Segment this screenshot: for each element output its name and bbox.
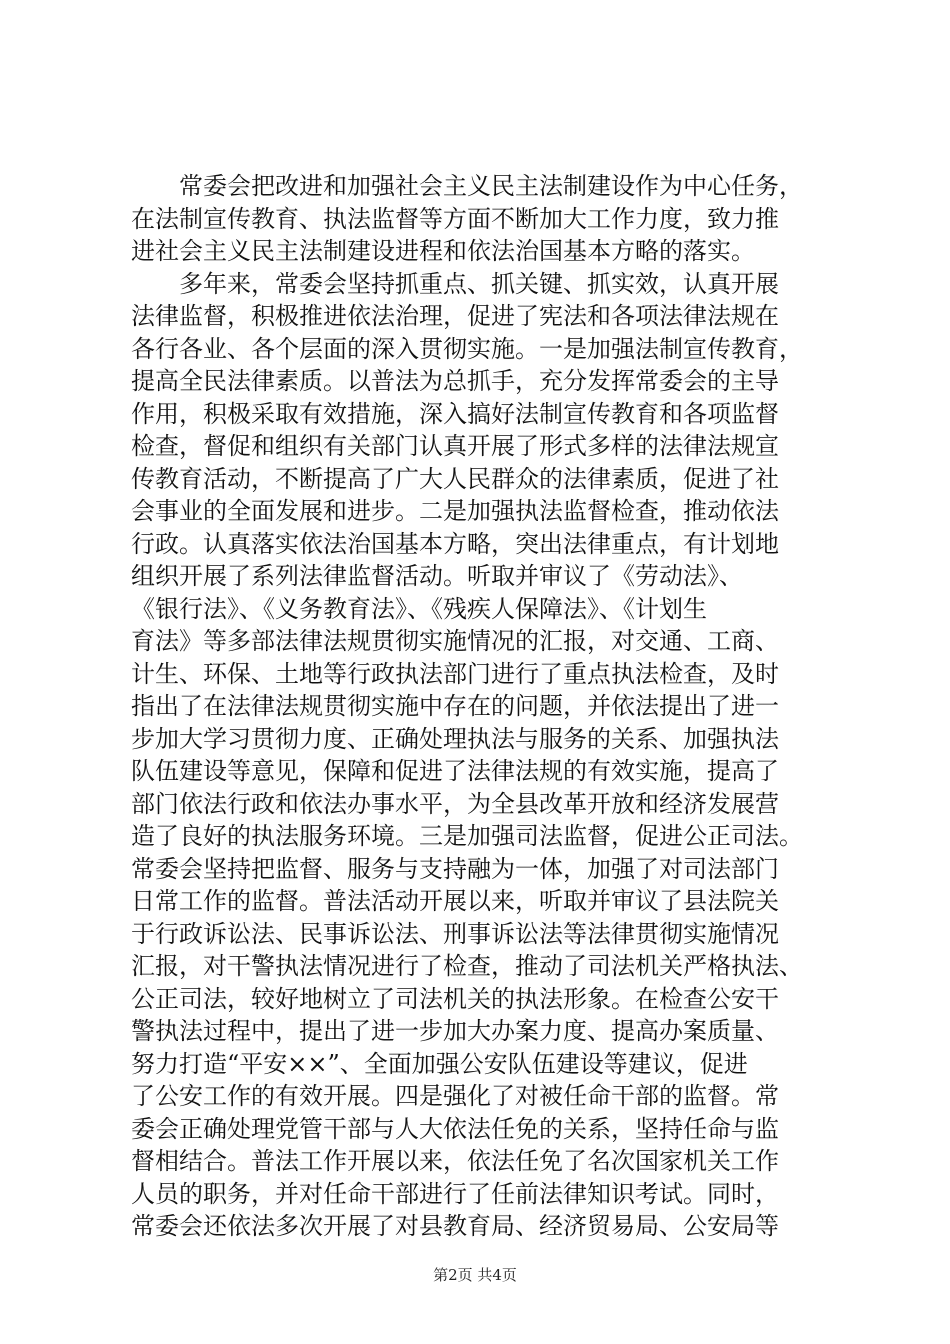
text-line: 育法》等多部法律法规贯彻实施情况的汇报，对交通、工商、 bbox=[131, 627, 779, 655]
body-text bbox=[131, 170, 831, 1243]
text-line: 了公安工作的有效开展。四是强化了对被任命干部的监督。常 bbox=[131, 1082, 779, 1110]
text-line: 指出了在法律法规贯彻实施中存在的问题，并依法提出了进一 bbox=[131, 692, 779, 720]
text-line: 日常工作的监督。普法活动开展以来，听取并审议了县法院关 bbox=[131, 887, 779, 915]
text-line: 队伍建设等意见，保障和促进了法律法规的有效实施，提高了 bbox=[131, 757, 779, 785]
text-line: 传教育活动，不断提高了广大人民群众的法律素质，促进了社 bbox=[131, 464, 779, 493]
text-line: 《银行法》、《义务教育法》、《残疾人保障法》、《计划生 bbox=[131, 594, 707, 623]
text-line: 人员的职务，并对任命干部进行了任前法律知识考试。同时， bbox=[131, 1179, 779, 1208]
text-line: 部门依法行政和依法办事水平，为全县改革开放和经济发展营 bbox=[131, 789, 779, 818]
text-line: 步加大学习贯彻力度、正确处理执法与服务的关系、加强执法 bbox=[131, 724, 779, 753]
text-line: 常委会还依法多次开展了对县教育局、经济贸易局、公安局等 bbox=[131, 1212, 779, 1240]
text-line: 于行政诉讼法、民事诉讼法、刑事诉讼法等法律贯彻实施情况 bbox=[131, 919, 779, 948]
text-line: 会事业的全面发展和进步。二是加强执法监督检查，推动依法 bbox=[131, 497, 779, 525]
text-line: 公正司法，较好地树立了司法机关的执法形象。在检查公安干 bbox=[131, 984, 779, 1013]
text-line: 督相结合。普法工作开展以来，依法任免了名次国家机关工作 bbox=[131, 1147, 779, 1175]
text-line: 提高全民法律素质。以普法为总抓手，充分发挥常委会的主导 bbox=[131, 367, 779, 395]
text-line: 在法制宣传教育、执法监督等方面不断加大工作力度，致力推 bbox=[131, 204, 779, 233]
text-line: 组织开展了系列法律监督活动。听取并审议了《劳动法》、 bbox=[131, 562, 743, 590]
text-line: 造了良好的执法服务环境。三是加强司法监督，促进公正司法。 bbox=[131, 822, 803, 850]
text-line: 计生、环保、土地等行政执法部门进行了重点执法检查，及时 bbox=[131, 659, 779, 688]
text-line: 作用，积极采取有效措施，深入搞好法制宣传教育和各项监督 bbox=[131, 399, 779, 428]
text-line: 常委会把改进和加强社会主义民主法制建设作为中心任务， bbox=[179, 172, 803, 200]
text-line: 各行各业、各个层面的深入贯彻实施。一是加强法制宣传教育， bbox=[131, 334, 803, 363]
text-line: 委会正确处理党管干部与人大依法任免的关系，坚持任命与监 bbox=[131, 1114, 779, 1143]
text-line: 常委会坚持把监督、服务与支持融为一体，加强了对司法部门 bbox=[131, 854, 779, 883]
text-line: 行政。认真落实依法治国基本方略，突出法律重点，有计划地 bbox=[131, 529, 779, 558]
text-line: 法律监督，积极推进依法治理，促进了宪法和各项法律法规在 bbox=[131, 302, 779, 330]
text-line: 汇报，对干警执法情况进行了检查，推动了司法机关严格执法、 bbox=[131, 952, 803, 980]
text-line: 多年来，常委会坚持抓重点、抓关键、抓实效，认真开展 bbox=[179, 269, 779, 298]
text-line: 检查，督促和组织有关部门认真开展了形式多样的法律法规宣 bbox=[131, 432, 779, 460]
text-line: 进社会主义民主法制建设进程和依法治国基本方略的落实。 bbox=[131, 237, 755, 265]
text-line: 努力打造“平安××”、全面加强公安队伍建设等建议，促进 bbox=[131, 1049, 748, 1078]
text-line: 警执法过程中，提出了进一步加大办案力度、提高办案质量、 bbox=[131, 1017, 779, 1045]
page-footer: 第2页 共4页 bbox=[433, 1266, 517, 1284]
